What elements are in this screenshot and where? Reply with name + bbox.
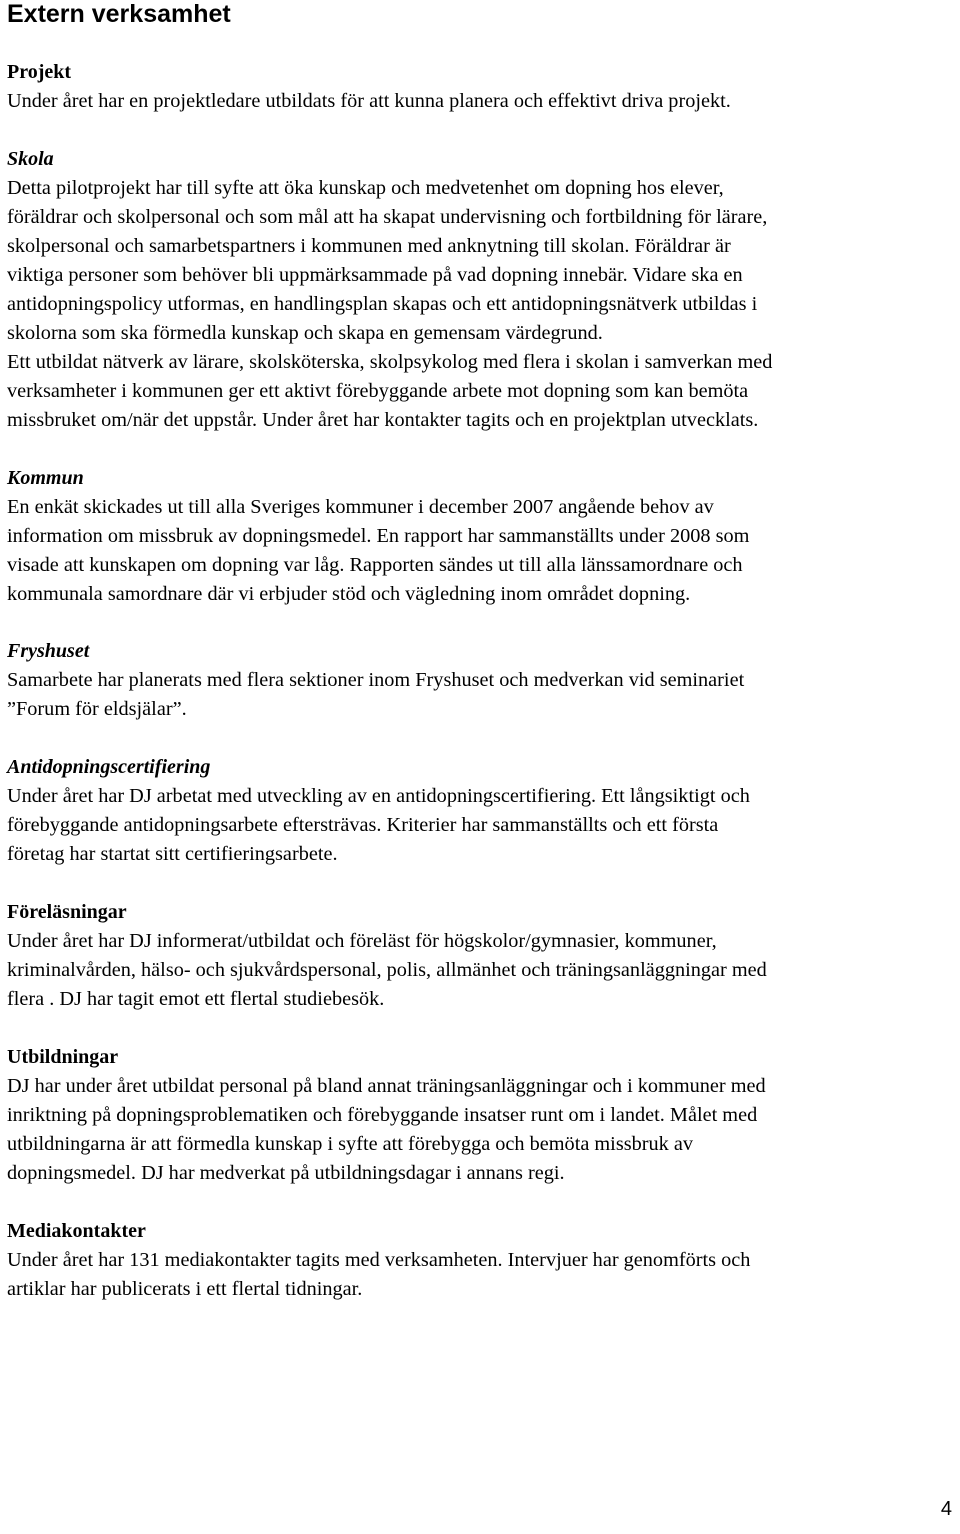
- section-heading-mediakontakter: Mediakontakter: [7, 1220, 146, 1242]
- section-heading-kommun: Kommun: [7, 467, 84, 489]
- section-paragraph: Detta pilotprojekt har till syfte att öka kunskap och medvetenhet om dopning hos elever, föräldrar och skolpersonal och som mål att ha skapat undervisning och fortbildning för lärare, skolpersonal och samarbetspartners i kommunen med anknytning till skolan. Föräldrar är viktiga personer som behöver bli uppmärksammade på vad dopning innebär. Vidare ska en antidopningspolicy utformas, en handlingsplan skapas och ett antidopningsnätverk utbildas i skolorna som ska förmedla kunskap och skapa en gemensam värdegrund.: [7, 177, 768, 344]
- section-paragraph: Under året har DJ informerat/utbildat och föreläst för högskolor/gymnasier, kommuner, kriminalvården, hälso- och sjukvårdspersonal, polis, allmänhet och träningsanläggningar med flera . DJ har tagit emot ett flertal studiebesök.: [7, 930, 767, 1010]
- section-heading-skola: Skola: [7, 148, 54, 170]
- section-utbildningar: [7, 1043, 953, 1188]
- section-kommun: [7, 464, 953, 609]
- section-mediakontakter: [7, 1217, 953, 1304]
- section-paragraph: DJ har under året utbildat personal på bland annat träningsanläggningar och i kommuner med inriktning på dopningsproblematiken och förebyggande insatser runt om i landet. Målet med utbildningarna är att förmedla kunskap i syfte att förebygga och bemöta missbruk av dopningsmedel. DJ har medverkat på utbildningsdagar i annans regi.: [7, 1075, 766, 1184]
- section-paragraph: Under året har en projektledare utbildats för att kunna planera och effektivt driva projekt.: [7, 90, 731, 112]
- section-skola: [7, 145, 953, 435]
- section-antidopningscertifiering: [7, 753, 953, 869]
- page-title: Extern verksamhet: [7, 0, 231, 28]
- section-heading-utbildningar: Utbildningar: [7, 1046, 119, 1068]
- page-number: 4: [940, 1498, 952, 1520]
- section-paragraph: Samarbete har planerats med flera sektioner inom Fryshuset och medverkan vid seminariet ”Forum för eldsjälar”.: [7, 669, 745, 720]
- section-paragraph: Ett utbildat nätverk av lärare, skolsköterska, skolpsykolog med flera i skolan i samverkan med verksamheter i kommunen ger ett aktivt förebyggande arbete mot dopning som kan bemöta missbruket om/när det uppstår. Under året har kontakter tagits och en projektplan utvecklats.: [7, 351, 773, 431]
- section-heading-fryshuset: Fryshuset: [7, 640, 90, 662]
- document-page: [7, 0, 953, 1304]
- section-projekt: [7, 58, 953, 116]
- section-paragraph: Under året har 131 mediakontakter tagits med verksamheten. Intervjuer har genomförts och artiklar har publicerats i ett flertal tidningar.: [7, 1249, 751, 1300]
- section-forelasningar: [7, 898, 953, 1014]
- section-paragraph: En enkät skickades ut till alla Sveriges kommuner i december 2007 angående behov av information om missbruk av dopningsmedel. En rapport har sammanställts under 2008 som visade att kunskapen om dopning var låg. Rapporten sändes ut till alla länssamordnare och kommunala samordnare där vi erbjuder stöd och vägledning inom området dopning.: [7, 496, 750, 605]
- section-heading-forelasningar: Föreläsningar: [7, 901, 127, 923]
- section-fryshuset: [7, 637, 953, 724]
- section-heading-projekt: Projekt: [7, 61, 72, 83]
- section-heading-antidopningscertifiering: Antidopningscertifiering: [7, 756, 211, 778]
- section-paragraph: Under året har DJ arbetat med utveckling av en antidopningscertifiering. Ett långsiktigt och förebyggande antidopningsarbete eftersträvas. Kriterier har sammanställts och ett första företag har startat sitt certifieringsarbete.: [7, 785, 750, 865]
